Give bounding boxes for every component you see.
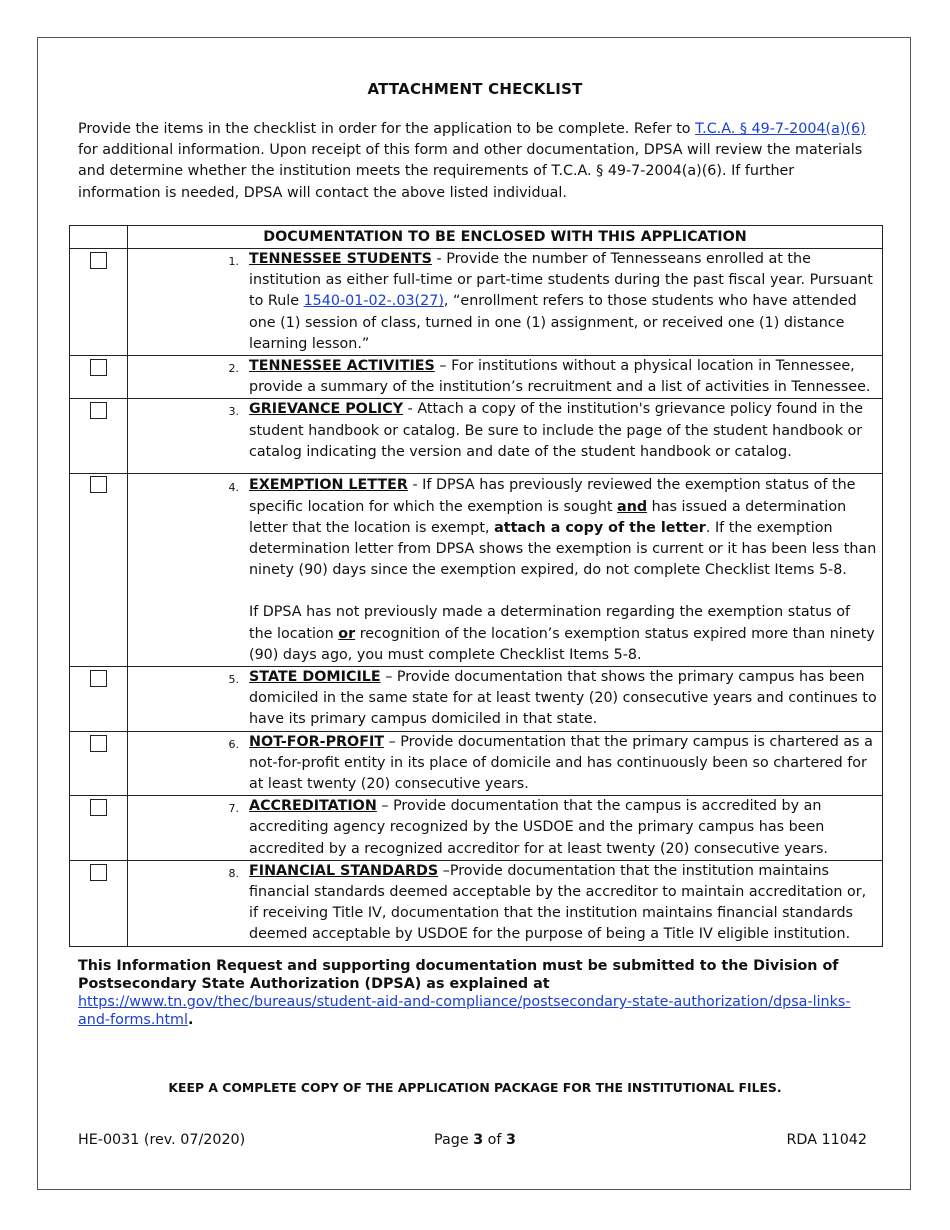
form-id: HE-0031 (rev. 07/2020) — [78, 1132, 246, 1148]
checkbox-state-domicile[interactable] — [90, 670, 107, 687]
item-heading: EXEMPTION LETTER — [249, 477, 408, 494]
checklist-row-2: 2. TENNESSEE ACTIVITIES – For institutions without a physical location in Tennessee, provide a summary of the institution’s recruitment and a list of activities in Tennessee. — [70, 356, 883, 399]
item-number: 4. — [228, 481, 239, 495]
checklist-table — [69, 225, 883, 947]
checkbox-not-for-profit[interactable] — [90, 735, 107, 752]
item-heading: TENNESSEE ACTIVITIES — [249, 358, 435, 375]
checklist-row-8: 8. FINANCIAL STANDARDS –Provide documentation that the institution maintains financial standards deemed acceptable by the accreditor to maintain accreditation or, if receiving Title IV, documentation that the institution maintains financial standards deemed acceptable by USDOE for the purpose of being a Title IV eligible institution. — [70, 860, 883, 946]
checkbox-exemption-letter[interactable] — [90, 476, 107, 493]
checklist-header-row — [70, 226, 883, 249]
checklist-row-6: 6. NOT-FOR-PROFIT – Provide documentation that the primary campus is chartered as a not-for-profit entity in its place of domicile and has continuously been so chartered for at least twenty (20) consecutive years. — [70, 731, 883, 796]
dpsa-forms-link[interactable]: https://www.tn.gov/thec/bureaus/student-aid-and-compliance/postsecondary-state-authorization/dpsa-links-and-forms.html — [78, 994, 851, 1028]
page-title: ATTACHMENT CHECKLIST — [367, 80, 583, 98]
checkbox-tennessee-students[interactable] — [90, 252, 107, 269]
item-heading: NOT-FOR-PROFIT — [249, 733, 385, 750]
rda-number: RDA 11042 — [786, 1132, 867, 1148]
item-heading: TENNESSEE STUDENTS — [249, 251, 432, 267]
item-number: 8. — [228, 866, 239, 880]
tca-link[interactable]: T.C.A. § 49-7-2004(a)(6) — [695, 121, 866, 137]
intro-paragraph: Provide the items in the checklist in order for the application to be complete. Refer to T.C.A. § 49-7-2004(a)(6) for additional information. Upon receipt of this form and other documentation, DPSA will review the materials and determine whether the institution meets the requirements of T.C.A. § 49-7-2004(a)(6). If further information is needed, DPSA will contact the above listed individual. — [78, 121, 866, 201]
item-number: 6. — [228, 737, 239, 751]
keep-copy-notice: KEEP A COMPLETE COPY OF THE APPLICATION PACKAGE FOR THE INSTITUTIONAL FILES. — [168, 1080, 782, 1095]
checklist-row-7: 7. ACCREDITATION – Provide documentation that the campus is accredited by an accrediting agency recognized by the USDOE and the primary campus has been accredited by a recognized accreditor for at least twenty (20) consecutive years. — [70, 796, 883, 861]
checkbox-financial-standards[interactable] — [90, 864, 107, 881]
item-number: 7. — [228, 802, 239, 816]
checkbox-tennessee-activities[interactable] — [90, 359, 107, 376]
item-number: 1. — [228, 255, 239, 268]
checklist-header: DOCUMENTATION TO BE ENCLOSED WITH THIS APPLICATION — [128, 226, 883, 249]
item-number: 3. — [228, 405, 239, 419]
checklist-row-4: 4. EXEMPTION LETTER - If DPSA has previously reviewed the exemption status of the specific location for which the exemption is sought and has issued a determination letter that the location is exempt, attach a copy of the letter. If the exemption determination letter from DPSA shows the exemption is current or it has been less than ninety (90) days since the exemption expired, do not complete Checklist Items 5-8. If DPSA has not previously made a determination regarding the exemption status of the location or recognition of the location’s exemption status expired more than ninety (90) days ago, you must complete Checklist Items 5-8. — [70, 474, 883, 667]
submission-notice: This Information Request and supporting documentation must be submitted to the Division of Postsecondary State Authorization (DPSA) as explained at https://www.tn.gov/thec/bureaus/student-aid-and-compliance/postsecondary-state-authorization/dpsa-links-and-forms.html. — [78, 958, 851, 1028]
checklist-row-3: 3. GRIEVANCE POLICY - Attach a copy of the institution's grievance policy found in the student handbook or catalog. Be sure to include the page of the student handbook or catalog indicating the version and date of the student handbook or catalog. — [70, 399, 883, 474]
checklist-row-1: 1. TENNESSEE STUDENTS - Provide the number of Tennesseans enrolled at the institution as either full-time or part-time students during the past fiscal year. Pursuant to Rule 1540-01-02-.03(27), “enrollment refers to those students who have attended one (1) session of class, turned in one (1) assignment, or received one (1) distance learning lesson.” — [70, 249, 883, 356]
item-number: 5. — [228, 673, 239, 687]
checklist-row-5: 5. STATE DOMICILE – Provide documentation that shows the primary campus has been domiciled in the same state for at least twenty (20) consecutive years and continues to have its primary campus domiciled in that state. — [70, 667, 883, 732]
item-number: 2. — [228, 362, 239, 376]
rule-link[interactable]: 1540-01-02-.03(27) — [303, 293, 444, 310]
checkbox-grievance-policy[interactable] — [90, 402, 107, 419]
item-heading: ACCREDITATION — [249, 798, 377, 815]
checkbox-accreditation[interactable] — [90, 799, 107, 816]
item-heading: FINANCIAL STANDARDS — [249, 862, 439, 879]
item-heading: GRIEVANCE POLICY — [249, 401, 404, 418]
item-heading: STATE DOMICILE — [249, 669, 381, 686]
page-number: Page 3 of 3 — [434, 1132, 516, 1148]
